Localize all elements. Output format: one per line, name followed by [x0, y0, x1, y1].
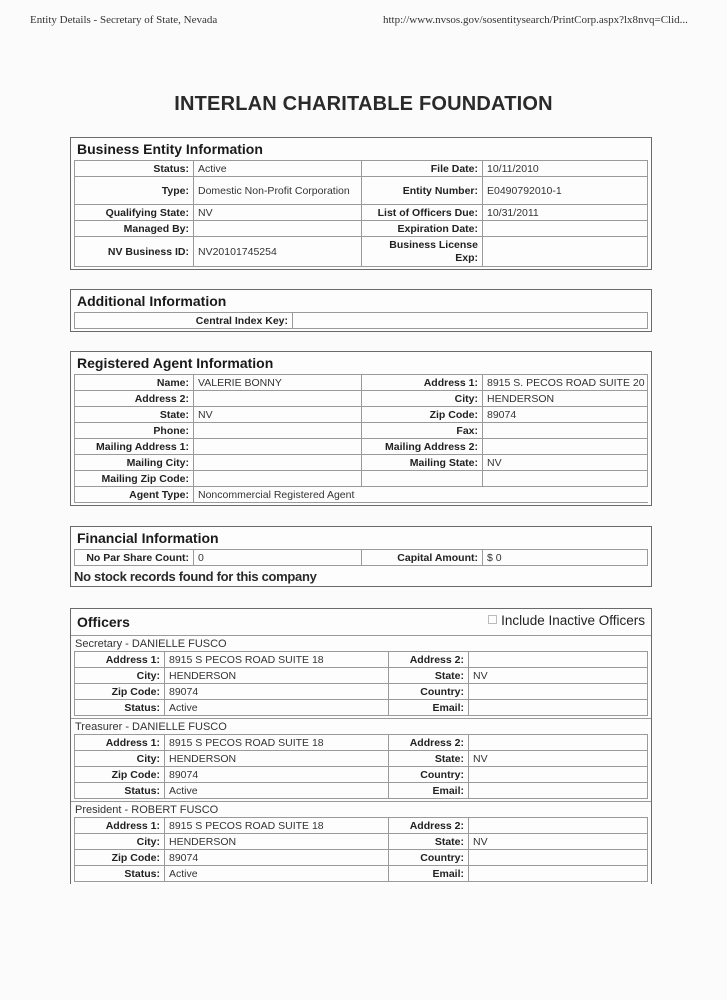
no-par-share-count-value: 0	[194, 550, 362, 566]
central-index-key-value	[293, 313, 648, 329]
officer-city-value: HENDERSON	[165, 751, 389, 767]
section-heading: Additional Information	[77, 293, 227, 309]
qualifying-state-value: NV	[194, 205, 362, 221]
officer-address2-value	[469, 652, 648, 668]
field-label: Country:	[389, 850, 469, 866]
field-label: Address 2:	[389, 735, 469, 751]
expiration-date-value	[483, 221, 648, 237]
field-label: Email:	[389, 783, 469, 799]
field-label: NV Business ID:	[75, 237, 194, 267]
agent-phone-value	[194, 423, 362, 439]
field-label: Name:	[75, 375, 194, 391]
field-label: Country:	[389, 684, 469, 700]
agent-mailing-address2-value	[483, 439, 648, 455]
agent-mailing-city-value	[194, 455, 362, 471]
officer-zip-value: 89074	[165, 684, 389, 700]
section-heading: Business Entity Information	[77, 141, 263, 157]
field-label: Mailing Address 2:	[362, 439, 483, 455]
additional-info-table	[74, 312, 648, 329]
officer-zip-value: 89074	[165, 767, 389, 783]
business-license-exp-value	[483, 237, 648, 267]
field-label: Fax:	[362, 423, 483, 439]
agent-type-value: Noncommercial Registered Agent	[194, 487, 648, 503]
business-entity-section	[70, 137, 652, 270]
officer-address1-value: 8915 S PECOS ROAD SUITE 18	[165, 735, 389, 751]
field-label: Central Index Key:	[75, 313, 293, 329]
officer-status-value: Active	[165, 866, 389, 882]
file-date-value: 10/11/2010	[483, 161, 648, 177]
officer-address2-value	[469, 818, 648, 834]
field-label: Address 2:	[75, 391, 194, 407]
agent-city-value: HENDERSON	[483, 391, 648, 407]
nv-business-id-value: NV20101745254	[194, 237, 362, 267]
agent-mailing-state-value: NV	[483, 455, 648, 471]
officer-address1-value: 8915 S PECOS ROAD SUITE 18	[165, 652, 389, 668]
officer-title: Treasurer - DANIELLE FUSCO	[71, 718, 651, 734]
field-label: Zip Code:	[75, 850, 165, 866]
field-label: City:	[75, 751, 165, 767]
field-label: Status:	[75, 783, 165, 799]
field-label: No Par Share Count:	[75, 550, 194, 566]
field-label: State:	[389, 834, 469, 850]
field-label: Type:	[75, 177, 194, 205]
type-value: Domestic Non-Profit Corporation	[194, 177, 362, 205]
field-label: Address 1:	[362, 375, 483, 391]
field-label: City:	[75, 834, 165, 850]
field-label: Mailing Address 1:	[75, 439, 194, 455]
officers-section	[70, 608, 652, 884]
officer-zip-value: 89074	[165, 850, 389, 866]
checkbox-icon[interactable]	[488, 615, 497, 624]
field-label: Qualifying State:	[75, 205, 194, 221]
officer-country-value	[469, 850, 648, 866]
officer-table	[74, 651, 648, 716]
officer-city-value: HENDERSON	[165, 834, 389, 850]
capital-amount-value: $ 0	[483, 550, 648, 566]
officer-table	[74, 734, 648, 799]
financial-info-table	[74, 549, 648, 566]
field-label: Email:	[389, 700, 469, 716]
officer-email-value	[469, 700, 648, 716]
officer-title: Secretary - DANIELLE FUSCO	[71, 635, 651, 651]
field-label: Mailing City:	[75, 455, 194, 471]
status-value: Active	[194, 161, 362, 177]
agent-zip-value: 89074	[483, 407, 648, 423]
agent-mailing-zip-value	[194, 471, 362, 487]
agent-mailing-address1-value	[194, 439, 362, 455]
field-label: City:	[75, 668, 165, 684]
officer-title: President - ROBERT FUSCO	[71, 801, 651, 817]
entity-name-title: INTERLAN CHARITABLE FOUNDATION	[174, 93, 553, 115]
field-label: Zip Code:	[75, 684, 165, 700]
additional-info-section	[70, 289, 652, 332]
field-label: State:	[389, 668, 469, 684]
officer-country-value	[469, 684, 648, 700]
agent-state-value: NV	[194, 407, 362, 423]
officer-block	[71, 635, 651, 716]
field-label: Address 1:	[75, 652, 165, 668]
field-label: Zip Code:	[75, 767, 165, 783]
no-stock-records-notice: No stock records found for this company	[74, 569, 317, 584]
field-label: Address 2:	[389, 818, 469, 834]
managed-by-value	[194, 221, 362, 237]
field-label: List of Officers Due:	[362, 205, 483, 221]
print-header-title: Entity Details - Secretary of State, Nevada	[30, 14, 218, 26]
registered-agent-table	[74, 374, 648, 503]
field-label: State:	[389, 751, 469, 767]
agent-address2-value	[194, 391, 362, 407]
field-label: Zip Code:	[362, 407, 483, 423]
officer-country-value	[469, 767, 648, 783]
field-label: Mailing Zip Code:	[75, 471, 194, 487]
field-label: Capital Amount:	[362, 550, 483, 566]
field-label: Expiration Date:	[362, 221, 483, 237]
section-heading: Registered Agent Information	[77, 355, 274, 371]
officer-state-value: NV	[469, 668, 648, 684]
officer-email-value	[469, 783, 648, 799]
officer-email-value	[469, 866, 648, 882]
officer-state-value: NV	[469, 834, 648, 850]
officer-address2-value	[469, 735, 648, 751]
list-officers-due-value: 10/31/2011	[483, 205, 648, 221]
officer-address1-value: 8915 S PECOS ROAD SUITE 18	[165, 818, 389, 834]
include-inactive-label: Include Inactive Officers	[501, 613, 645, 628]
agent-name-value: VALERIE BONNY	[194, 375, 362, 391]
officer-block	[71, 801, 651, 882]
business-entity-table	[74, 160, 648, 267]
officer-city-value: HENDERSON	[165, 668, 389, 684]
registered-agent-section	[70, 351, 652, 506]
officer-status-value: Active	[165, 783, 389, 799]
print-header-url: http://www.nvsos.gov/sosentitysearch/PrintCorp.aspx?lx8nvq=Clid...	[383, 14, 688, 26]
officer-state-value: NV	[469, 751, 648, 767]
officer-table	[74, 817, 648, 882]
field-label: Address 1:	[75, 735, 165, 751]
field-label: Mailing State:	[362, 455, 483, 471]
field-label: Entity Number:	[362, 177, 483, 205]
section-heading: Financial Information	[77, 530, 219, 546]
agent-address1-value: 8915 S. PECOS ROAD SUITE 20	[483, 375, 648, 391]
financial-info-section	[70, 526, 652, 587]
entity-number-value: E0490792010-1	[483, 177, 648, 205]
officer-status-value: Active	[165, 700, 389, 716]
officer-block	[71, 718, 651, 799]
field-label: Status:	[75, 161, 194, 177]
field-label: Country:	[389, 767, 469, 783]
field-label: Managed By:	[75, 221, 194, 237]
field-label: Status:	[75, 700, 165, 716]
field-label: City:	[362, 391, 483, 407]
field-label: Phone:	[75, 423, 194, 439]
field-label: State:	[75, 407, 194, 423]
section-heading: Officers	[77, 614, 130, 630]
field-label: Email:	[389, 866, 469, 882]
field-label: Address 2:	[389, 652, 469, 668]
field-label: File Date:	[362, 161, 483, 177]
field-label: Agent Type:	[75, 487, 194, 503]
include-inactive-officers-toggle[interactable]	[488, 613, 645, 628]
field-label: Business License Exp:	[362, 237, 483, 267]
field-label: Status:	[75, 866, 165, 882]
agent-fax-value	[483, 423, 648, 439]
field-label: Address 1:	[75, 818, 165, 834]
